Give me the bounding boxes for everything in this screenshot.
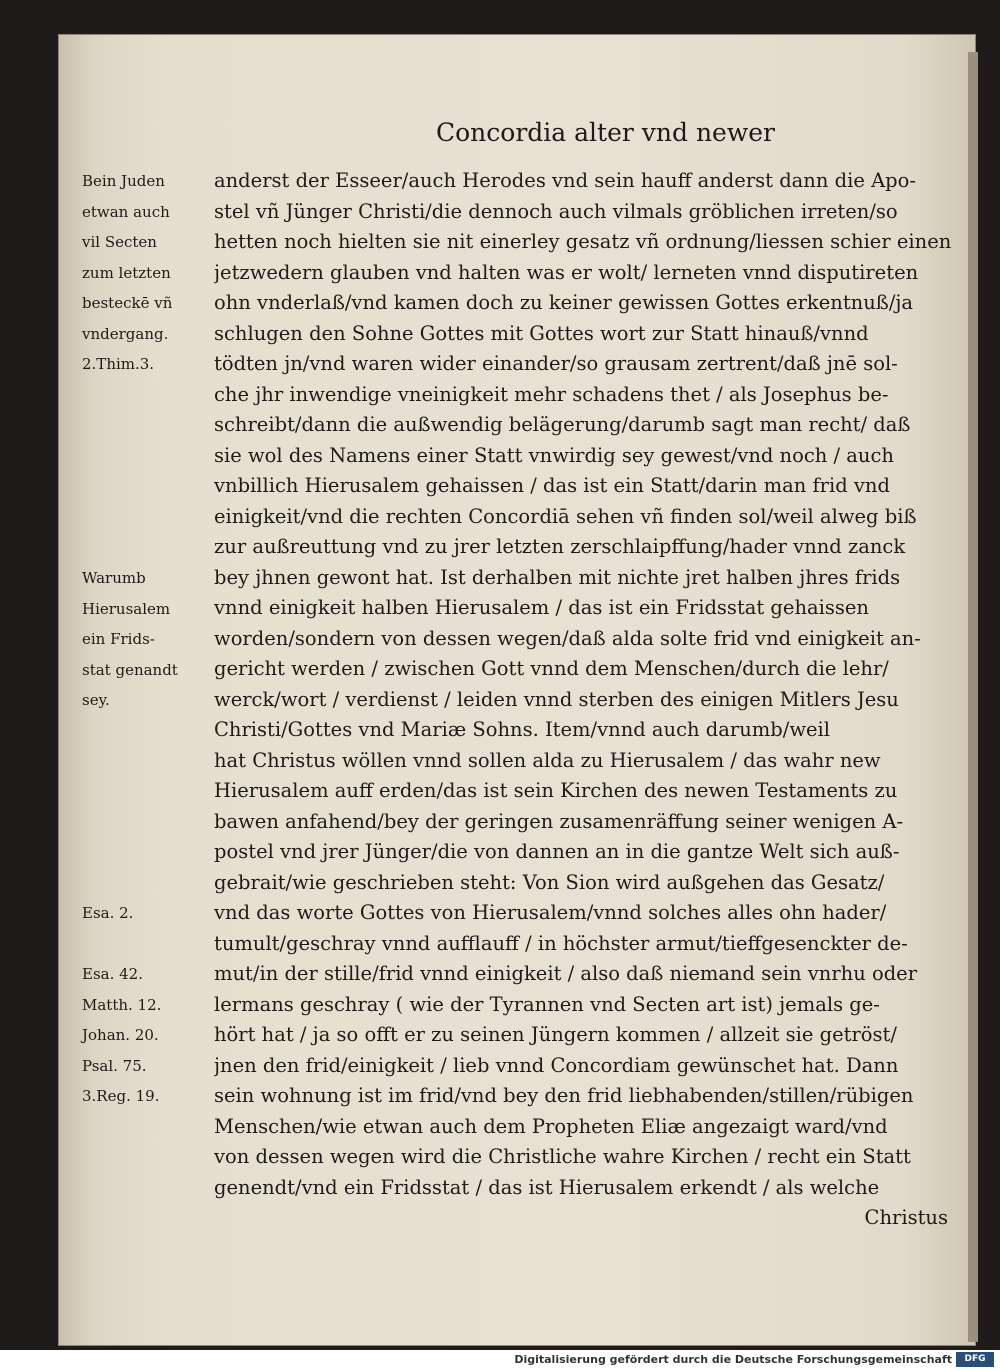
margin-note-jerusalem [82, 563, 214, 716]
margin-line: stat genandt [82, 660, 178, 679]
margin-line: Matth. 12. [82, 995, 162, 1014]
body-line: jnen den frid/einigkeit / lieb vnnd Concordiam gewünschet hat. Dann [214, 1053, 899, 1077]
margin-refs-scripture [82, 959, 214, 1112]
margin-line: sey. [82, 691, 110, 709]
margin-line: Johan. 20. [82, 1026, 159, 1044]
margin-line: Psal. 75. [82, 1056, 147, 1075]
margin-line: zum letzten [82, 263, 171, 282]
body-line: stel vñ Jünger Christi/die dennoch auch vilmals gröblichen irreten/so [214, 199, 898, 223]
body-line: hört hat / ja so offt er zu seinen Jüngern kommen / allzeit sie getröst/ [214, 1023, 897, 1046]
body-line: schlugen den Sohne Gottes mit Gottes wort zur Statt hinauß/vnnd [214, 321, 869, 345]
running-head: Concordia alter vnd newer [436, 118, 775, 147]
dfg-logo-icon: DFG [956, 1352, 994, 1367]
body-line: tumult/geschray vnnd aufflauff / in höchster armut/tieffgesenckter de- [214, 931, 908, 955]
body-line: werck/wort / verdienst / leiden vnnd sterben des einigen Mitlers Jesu [214, 687, 899, 711]
margin-line: Warumb [82, 569, 146, 587]
body-line: sein wohnung ist im frid/vnd bey den frid liebhabenden/stillen/rübigen [214, 1084, 914, 1107]
body-line: worden/sondern von dessen wegen/daß alda solte frid vnd einigkeit an- [214, 626, 921, 650]
body-line: gebrait/wie geschrieben steht: Von Sion wird außgehen das Gesatz/ [214, 870, 885, 894]
body-line: tödten jn/vnd waren wider einander/so grausam zertrent/daß jnē sol- [214, 352, 898, 375]
body-line: genendt/vnd ein Fridsstat / das ist Hierusalem erkendt / als welche [214, 1175, 880, 1199]
page-edge [968, 52, 978, 1342]
body-line: Christi/Gottes vnd Mariæ Sohns. Item/vnnd auch darumb/weil [214, 718, 831, 741]
margin-ref: Esa. 2. [82, 904, 134, 922]
margin-line: 3.Reg. 19. [82, 1087, 160, 1105]
footer-credit: Digitalisierung gefördert durch die Deutsche Forschungsgemeinschaft [514, 1353, 952, 1366]
catchword: Christus [864, 1206, 948, 1229]
body-line: vnbillich Hierusalem gehaissen / das ist ein Statt/darin man frid vnd [214, 474, 890, 497]
margin-line: Bein Juden [82, 172, 165, 190]
body-line: von dessen wegen wird die Christliche wahre Kirchen / recht ein Statt [214, 1145, 911, 1168]
body-line: zur außreuttung vnd zu jrer letzten zerschlaipffung/hader vnnd zanck [214, 535, 906, 558]
margin-note-sects [82, 166, 214, 380]
margin-line: etwan auch [82, 202, 170, 221]
margin-line: Esa. 42. [82, 965, 143, 983]
margin-line: Hierusalem [82, 599, 171, 618]
body-line: hetten noch hielten sie nit einerley gesatz vñ ordnung/liessen schier einen [214, 230, 952, 253]
body-line: ohn vnderlaß/vnd kamen doch zu keiner gewissen Gottes erkentnuß/ja [214, 291, 914, 314]
body-line: bawen anfahend/bey der geringen zusamenräffung seiner wenigen A- [214, 809, 904, 833]
body-line: gericht werden / zwischen Gott vnnd dem Menschen/durch die lehr/ [214, 657, 889, 680]
margin-line: besteckē vñ [82, 294, 173, 312]
body-line: einigkeit/vnd die rechten Concordiā sehen vñ finden sol/weil alweg biß [214, 504, 917, 528]
margin-line: vndergang. [82, 324, 169, 343]
body-line: bey jhnen gewont hat. Ist derhalben mit nichte jret halben jhres frids [214, 565, 901, 589]
footer-bar [0, 1350, 1000, 1370]
margin-ref-esa-2 [82, 898, 214, 929]
body-line: mut/in der stille/frid vnnd einigkeit / also daß niemand sein vnrhu oder [214, 962, 918, 985]
body-line: jetzwedern glauben vnd halten was er wolt/ lerneten vnnd disputireten [214, 260, 919, 284]
margin-line: 2.Thim.3. [82, 355, 155, 373]
body-line: sie wol des Namens einer Statt vnwirdig sey gewest/vnd noch / auch [214, 443, 894, 467]
body-line: Hierusalem auff erden/das ist sein Kirchen des newen Testaments zu [214, 779, 898, 802]
body-line: hat Christus wöllen vnnd sollen alda zu Hierusalem / das wahr new [214, 748, 881, 772]
body-line: schreibt/dann die außwendig belägerung/darumb sagt man recht/ daß [214, 413, 911, 436]
body-line: vnnd einigkeit halben Hierusalem / das ist ein Fridsstat gehaissen [214, 596, 869, 619]
body-text [214, 166, 966, 1234]
body-line: lermans geschray ( wie der Tyrannen vnd Secten art ist) jemals ge- [214, 992, 880, 1016]
body-line: postel vnd jrer Jünger/die von dannen an in die gantze Welt sich auß- [214, 840, 900, 863]
margin-line: vil Secten [82, 233, 157, 251]
margin-line: ein Frids- [82, 630, 155, 648]
body-line: vnd das worte Gottes von Hierusalem/vnnd solches alles ohn hader/ [214, 901, 887, 924]
body-line: che jhr inwendige vneinigkeit mehr schadens thet / als Josephus be- [214, 382, 889, 406]
body-line: Menschen/wie etwan auch dem Propheten Eliæ angezaigt ward/vnd [214, 1114, 888, 1138]
body-line: anderst der Esseer/auch Herodes vnd sein hauff anderst dann die Apo- [214, 169, 916, 192]
